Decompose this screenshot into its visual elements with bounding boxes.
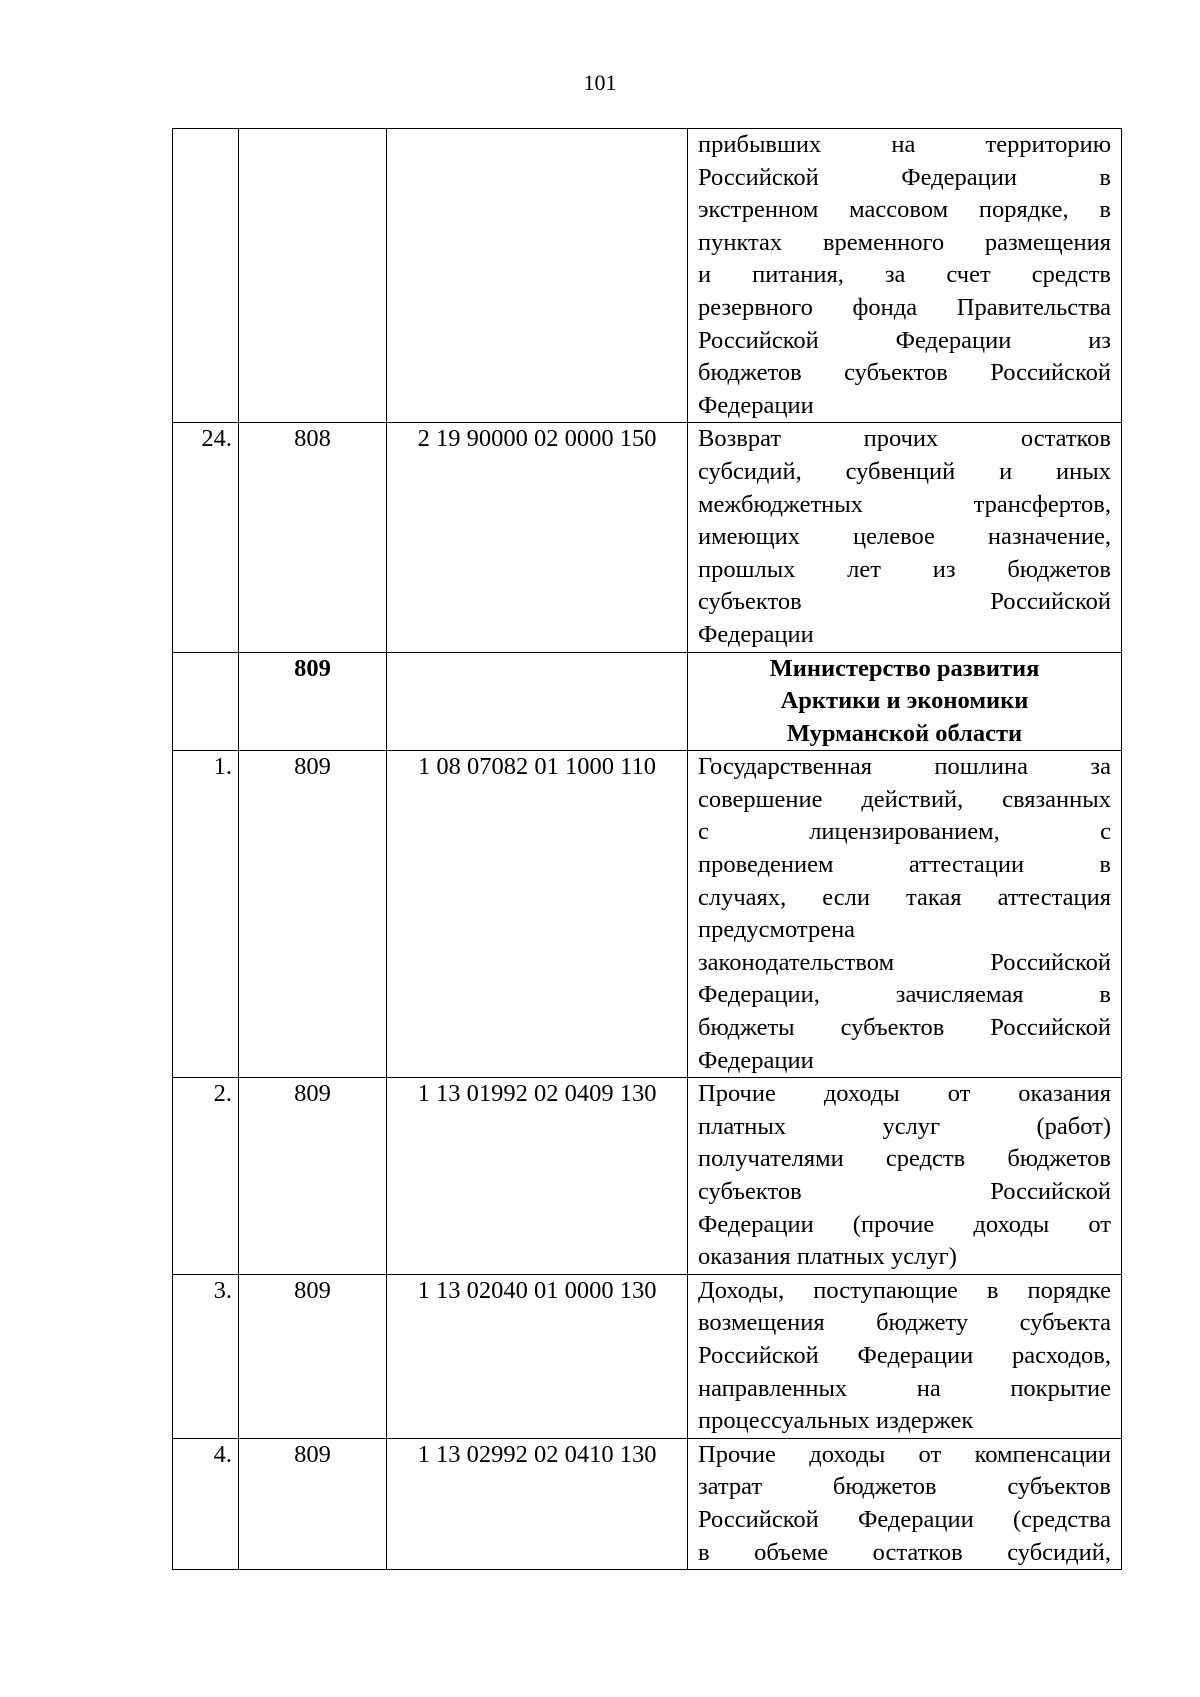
name-line: имеющих целевое назначение,	[698, 523, 1111, 551]
name-line: совершение действий, связанных	[698, 785, 1111, 813]
name-line: субсидий, субвенций и иных	[698, 457, 1111, 485]
row-number	[173, 129, 239, 423]
name-line: Прочие доходы от оказания	[698, 1080, 1111, 1108]
revenue-code	[387, 652, 688, 751]
revenue-name	[688, 1274, 1122, 1438]
table-row	[173, 751, 1122, 1078]
name-line: прибывших на территорию	[698, 131, 1111, 158]
row-number: 2.	[173, 1078, 239, 1275]
name-line: с лицензированием, с	[698, 818, 1111, 846]
admin-code	[239, 129, 387, 423]
table-row	[173, 1078, 1122, 1275]
name-line: процессуальных издержек	[698, 1407, 974, 1435]
name-line: Федерации (прочие доходы от	[698, 1210, 1111, 1238]
table-body	[173, 129, 1122, 1570]
admin-code: 809	[239, 652, 387, 751]
revenue-code: 1 13 01992 02 0409 130	[387, 1078, 688, 1275]
administrator-heading	[688, 652, 1122, 751]
admin-code: 808	[239, 423, 387, 652]
name-line: Возврат прочих остатков	[698, 425, 1111, 453]
name-line: Государственная пошлина за	[698, 753, 1111, 781]
name-line: в объеме остатков субсидий,	[698, 1538, 1111, 1566]
name-line: пунктах временного размещения	[698, 228, 1111, 256]
name-line: Мурманской области	[786, 719, 1023, 747]
name-line: Российской Федерации расходов,	[698, 1341, 1111, 1369]
name-line: Российской Федерации (средства	[698, 1505, 1111, 1533]
name-line: Министерство развития	[769, 654, 1040, 682]
name-line: Арктики и экономики	[780, 687, 1029, 715]
name-line: субъектов Российской	[698, 588, 1111, 616]
revenue-name	[688, 1438, 1122, 1569]
revenue-code: 1 13 02040 01 0000 130	[387, 1274, 688, 1438]
row-number: 24.	[173, 423, 239, 652]
name-line: платных услуг (работ)	[698, 1112, 1111, 1140]
name-line: Федерации	[698, 1046, 814, 1074]
table-row	[173, 423, 1122, 652]
name-line: и питания, за счет средств	[698, 261, 1111, 289]
admin-code: 809	[239, 1438, 387, 1569]
name-line: проведением аттестации в	[698, 851, 1111, 879]
name-line: экстренном массовом порядке, в	[698, 196, 1111, 224]
name-line: случаях, если такая аттестация	[698, 883, 1111, 911]
name-line: межбюджетных трансфертов,	[698, 490, 1111, 518]
admin-code: 809	[239, 1078, 387, 1275]
admin-code: 809	[239, 1274, 387, 1438]
revenue-name	[688, 129, 1122, 423]
name-line: направленных на покрытие	[698, 1374, 1111, 1402]
revenue-name	[688, 1078, 1122, 1275]
row-number: 3.	[173, 1274, 239, 1438]
table-row	[173, 652, 1122, 751]
table-row	[173, 1438, 1122, 1569]
name-line: Прочие доходы от компенсации	[698, 1440, 1111, 1468]
revenue-name	[688, 423, 1122, 652]
revenue-code: 2 19 90000 02 0000 150	[387, 423, 688, 652]
budget-revenue-table	[172, 128, 1122, 1570]
revenue-name	[688, 751, 1122, 1078]
admin-code: 809	[239, 751, 387, 1078]
name-line: Федерации	[698, 620, 814, 648]
name-line: Российской Федерации в	[698, 163, 1111, 191]
name-line: оказания платных услуг)	[698, 1243, 957, 1271]
row-number	[173, 652, 239, 751]
row-number: 1.	[173, 751, 239, 1078]
name-line: прошлых лет из бюджетов	[698, 555, 1111, 583]
name-line: субъектов Российской	[698, 1178, 1111, 1205]
name-line: получателями средств бюджетов	[698, 1145, 1111, 1173]
name-line: законодательством Российской	[698, 948, 1111, 976]
name-line: бюджеты субъектов Российской	[698, 1014, 1111, 1042]
name-line: резервного фонда Правительства	[698, 293, 1111, 321]
table-row	[173, 1274, 1122, 1438]
revenue-code	[387, 129, 688, 423]
table-row	[173, 129, 1122, 423]
page-number: 101	[583, 70, 617, 95]
name-line: Федерации, зачисляемая в	[698, 981, 1111, 1009]
name-line: затрат бюджетов субъектов	[698, 1473, 1111, 1501]
name-line: предусмотрена	[698, 916, 856, 944]
name-line: возмещения бюджету субъекта	[698, 1309, 1111, 1337]
row-number: 4.	[173, 1438, 239, 1569]
name-line: Доходы, поступающие в порядке	[698, 1276, 1111, 1304]
name-line: бюджетов субъектов Российской	[698, 359, 1111, 387]
revenue-code: 1 08 07082 01 1000 110	[387, 751, 688, 1078]
revenue-code: 1 13 02992 02 0410 130	[387, 1438, 688, 1569]
name-line: Российской Федерации из	[698, 326, 1111, 354]
name-line: Федерации	[698, 391, 814, 419]
